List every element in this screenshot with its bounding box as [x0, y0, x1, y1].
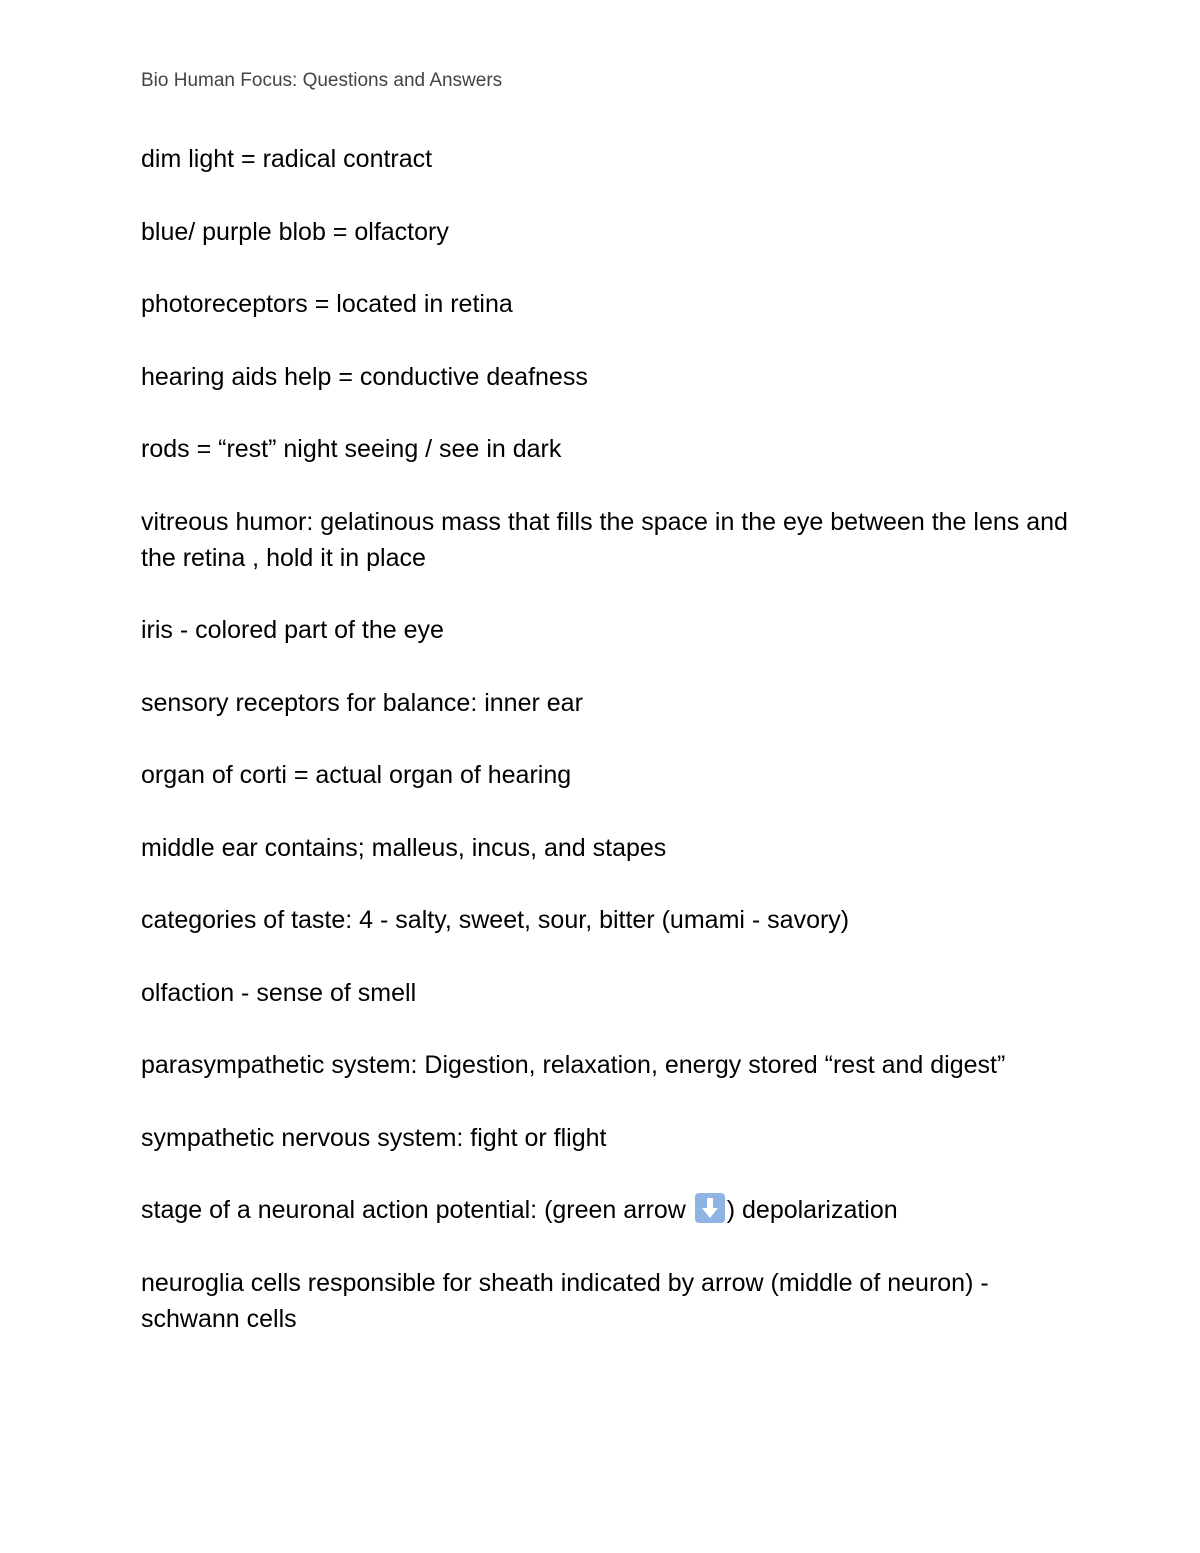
note-item: middle ear contains; malleus, incus, and stapes: [141, 833, 667, 862]
note-item: sensory receptors for balance: inner ear: [141, 688, 583, 717]
note-item: rods = “rest” night seeing / see in dark: [141, 435, 562, 463]
note-item: iris - colored part of the eye: [141, 616, 444, 644]
note-item: categories of taste: 4 - salty, sweet, sour, bitter (umami - savory): [141, 906, 850, 934]
action-potential-text-before: stage of a neuronal action potential: (green arrow: [141, 1196, 693, 1224]
note-item: dim light = radical contract: [141, 145, 433, 173]
note-item-action-potential: [141, 1192, 1071, 1228]
note-item: vitreous humor: gelatinous mass that fills the space in the eye between the lens and the retina , hold it in place: [141, 507, 1068, 572]
down-arrow-emoji-icon: [695, 1193, 725, 1223]
note-item: blue/ purple blob = olfactory: [141, 217, 449, 246]
note-item: parasympathetic system: Digestion, relaxation, energy stored “rest and digest”: [141, 1051, 1006, 1079]
document-header: Bio Human Focus: Questions and Answers: [141, 70, 503, 91]
note-item: hearing aids help = conductive deafness: [141, 362, 588, 391]
note-item: neuroglia cells responsible for sheath indicated by arrow (middle of neuron) - schwann cells: [141, 1268, 989, 1333]
notes-list: [141, 141, 1071, 1373]
action-potential-text-after: ) depolarization: [726, 1196, 898, 1224]
note-item: organ of corti = actual organ of hearing: [141, 761, 572, 789]
note-item: sympathetic nervous system: fight or flight: [141, 1123, 607, 1152]
note-item: photoreceptors = located in retina: [141, 290, 513, 318]
note-item: olfaction - sense of smell: [141, 978, 417, 1007]
